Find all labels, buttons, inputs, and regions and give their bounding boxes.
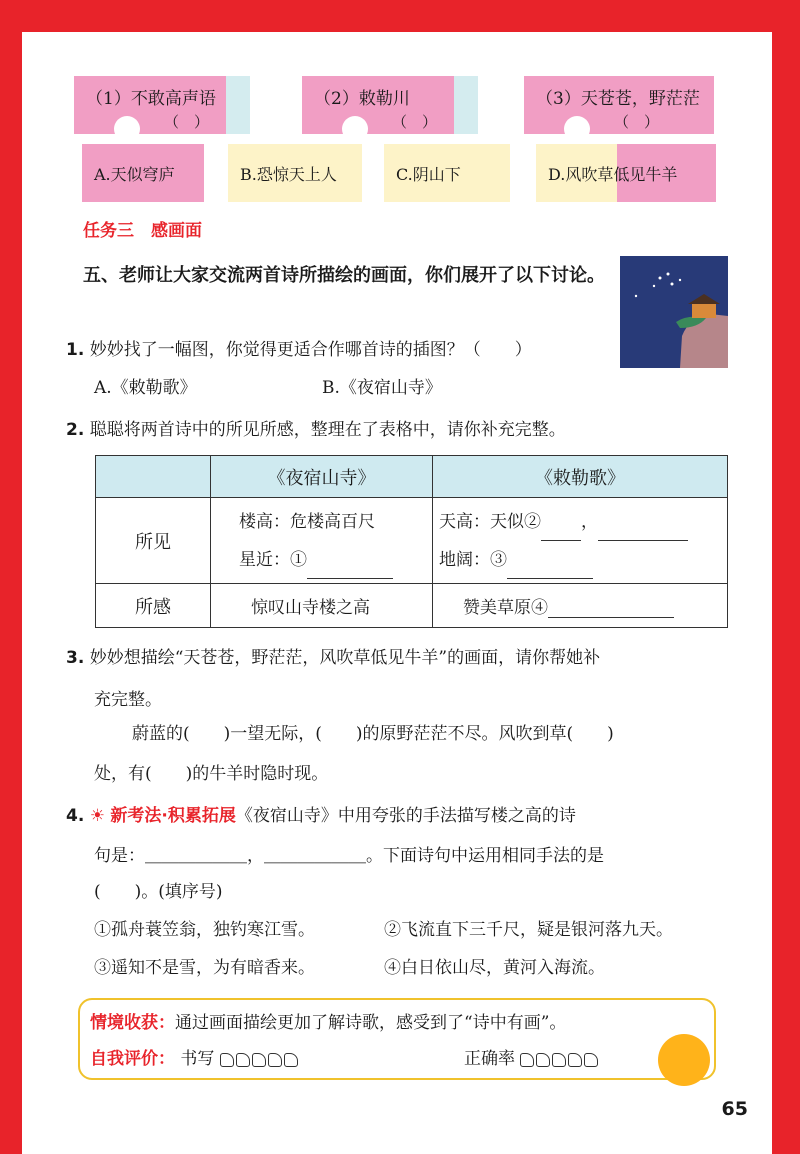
puzzle-piece-3[interactable] bbox=[524, 76, 714, 134]
q4-line2[interactable]: 句是：＿＿＿＿＿＿，＿＿＿＿＿＿。下面诗句中运用相同手法的是 bbox=[94, 846, 604, 866]
blank-4[interactable] bbox=[548, 600, 674, 618]
option-piece-d[interactable] bbox=[536, 144, 716, 202]
cell-seen-2a-text: 天高：天似② bbox=[439, 511, 541, 532]
q3-line1: 妙妙想描绘“天苍苍，野茫茫，风吹草低见牛羊”的画面，请你帮她补 bbox=[89, 648, 601, 668]
cell-felt-2 bbox=[433, 584, 728, 628]
summary-row-gain bbox=[90, 1008, 566, 1033]
writing-label: 书写 bbox=[180, 1049, 215, 1069]
puzzle-label-2: （2）敕勒川 bbox=[314, 89, 410, 109]
question-5: 五、老师让大家交流两首诗所描绘的画面，你们展开了以下讨论。 bbox=[83, 265, 605, 286]
table-corner bbox=[96, 456, 211, 498]
writing-rating[interactable] bbox=[220, 1049, 300, 1069]
q4-line1: 《夜宿山寺》中用夸张的手法描写楼之高的诗 bbox=[235, 806, 576, 826]
q4-option-3: ③遥知不是雪，为有暗香来。 bbox=[94, 958, 315, 978]
option-piece-c[interactable] bbox=[384, 144, 510, 202]
q2-number: 2. bbox=[66, 420, 85, 440]
option-a-label: A.天似穹庐 bbox=[94, 164, 175, 184]
puzzle-piece-1[interactable] bbox=[74, 76, 226, 134]
blank-2b[interactable] bbox=[598, 523, 688, 541]
blank-3[interactable] bbox=[507, 561, 593, 579]
accuracy-rating[interactable] bbox=[520, 1049, 600, 1069]
q1-option-b[interactable]: B.《夜宿山寺》 bbox=[322, 378, 442, 398]
q4-tag: 新考法·积累拓展 bbox=[110, 806, 236, 826]
thumb-icon[interactable] bbox=[552, 1053, 566, 1067]
cell-seen-1b-text: 星近：① bbox=[239, 549, 307, 570]
blank-2a[interactable] bbox=[541, 523, 581, 541]
thumb-icon[interactable] bbox=[268, 1053, 282, 1067]
self-eval-label: 自我评价： bbox=[90, 1049, 175, 1069]
row-head-seen: 所见 bbox=[96, 498, 211, 584]
puzzle-piece-1b bbox=[226, 76, 250, 134]
bulb-icon: ☀ bbox=[89, 806, 105, 826]
q4-option-1: ①孤舟蓑笠翁，独钓寒江雪。 bbox=[94, 920, 315, 940]
blank-1[interactable] bbox=[307, 561, 393, 579]
thumb-icon[interactable] bbox=[520, 1053, 534, 1067]
thumb-icon[interactable] bbox=[568, 1053, 582, 1067]
cell-seen-2b-text: 地阔：③ bbox=[439, 549, 507, 570]
answer-paren-2[interactable]: （ ） bbox=[392, 113, 438, 131]
thumb-icon[interactable] bbox=[220, 1053, 234, 1067]
option-b-label: B.恐惊天上人 bbox=[240, 164, 337, 184]
option-c-label: C.阴山下 bbox=[396, 164, 461, 184]
q4-option-2: ②飞流直下三千尺，疑是银河落九天。 bbox=[384, 920, 673, 940]
q4-line3[interactable]: ( )。(填序号) bbox=[94, 882, 223, 902]
thumb-icon[interactable] bbox=[236, 1053, 250, 1067]
q1-text: 妙妙找了一幅图，你觉得更适合作哪首诗的插图？（ ） bbox=[89, 340, 532, 360]
thumb-icon[interactable] bbox=[284, 1053, 298, 1067]
puzzle-label-3: （3）天苍苍，野茫茫 bbox=[536, 89, 700, 109]
q2-text: 聪聪将两首诗中的所见所感，整理在了表格中，请你补充完整。 bbox=[89, 420, 566, 440]
q3-line2: 充完整。 bbox=[94, 690, 162, 710]
table-col-chilege: 《敕勒歌》 bbox=[433, 456, 728, 498]
q3-line3[interactable]: 蔚蓝的( )一望无际，( )的原野茫茫不尽。风吹到草( ) bbox=[132, 724, 614, 744]
q3-number: 3. bbox=[66, 648, 85, 668]
thumb-icon[interactable] bbox=[252, 1053, 266, 1067]
sun-icon bbox=[658, 1034, 710, 1086]
night-temple-image bbox=[620, 256, 728, 368]
right-border bbox=[772, 0, 800, 1154]
cell-seen-2 bbox=[433, 498, 728, 584]
q3-line4[interactable]: 处，有( )的牛羊时隐时现。 bbox=[94, 764, 329, 784]
cell-felt-1: 惊叹山寺楼之高 bbox=[211, 584, 433, 628]
gain-label: 情境收获： bbox=[90, 1013, 175, 1033]
thumb-icon[interactable] bbox=[584, 1053, 598, 1067]
cell-seen-1a: 楼高：危楼高百尺 bbox=[239, 511, 375, 532]
puzzle-piece-2[interactable] bbox=[302, 76, 454, 134]
cell-seen-2a: 天高：天似② ， bbox=[439, 503, 727, 541]
option-d-label: D.风吹草低见牛羊 bbox=[548, 164, 678, 184]
cell-seen-1b bbox=[239, 541, 432, 579]
accuracy-label: 正确率 bbox=[464, 1049, 515, 1069]
thumb-icon[interactable] bbox=[536, 1053, 550, 1067]
option-piece-b[interactable] bbox=[228, 144, 362, 202]
gain-text: 通过画面描绘更加了解诗歌，感受到了“诗中有画”。 bbox=[175, 1013, 567, 1033]
q1-option-a[interactable]: A.《敕勒歌》 bbox=[94, 378, 197, 398]
option-piece-a[interactable] bbox=[82, 144, 204, 202]
cell-felt-2-text: 赞美草原④ bbox=[463, 598, 548, 618]
answer-paren-3[interactable]: （ ） bbox=[614, 113, 660, 131]
task-title: 任务三 感画面 bbox=[83, 221, 202, 241]
temple-illustration bbox=[620, 256, 728, 368]
q4-option-4: ④白日依山尽，黄河入海流。 bbox=[384, 958, 605, 978]
cell-seen-1 bbox=[211, 498, 433, 584]
puzzle-piece-2b bbox=[454, 76, 478, 134]
answer-paren-1[interactable]: （ ） bbox=[164, 113, 210, 131]
question-4 bbox=[66, 804, 576, 828]
summary-row-accuracy bbox=[464, 1044, 600, 1069]
question-3 bbox=[66, 646, 600, 670]
cell-seen-2b bbox=[439, 541, 727, 579]
summary-box bbox=[78, 998, 716, 1080]
comparison-table bbox=[95, 455, 728, 628]
question-1 bbox=[66, 338, 532, 362]
q4-number: 4. bbox=[66, 806, 85, 826]
q1-number: 1. bbox=[66, 340, 85, 360]
row-head-felt: 所感 bbox=[96, 584, 211, 628]
page-number: 65 bbox=[721, 1098, 748, 1120]
question-2 bbox=[66, 418, 566, 442]
summary-row-self bbox=[90, 1044, 300, 1069]
puzzle-label-1: （1）不敢高声语 bbox=[86, 89, 216, 109]
table-col-yesushansi: 《夜宿山寺》 bbox=[211, 456, 433, 498]
